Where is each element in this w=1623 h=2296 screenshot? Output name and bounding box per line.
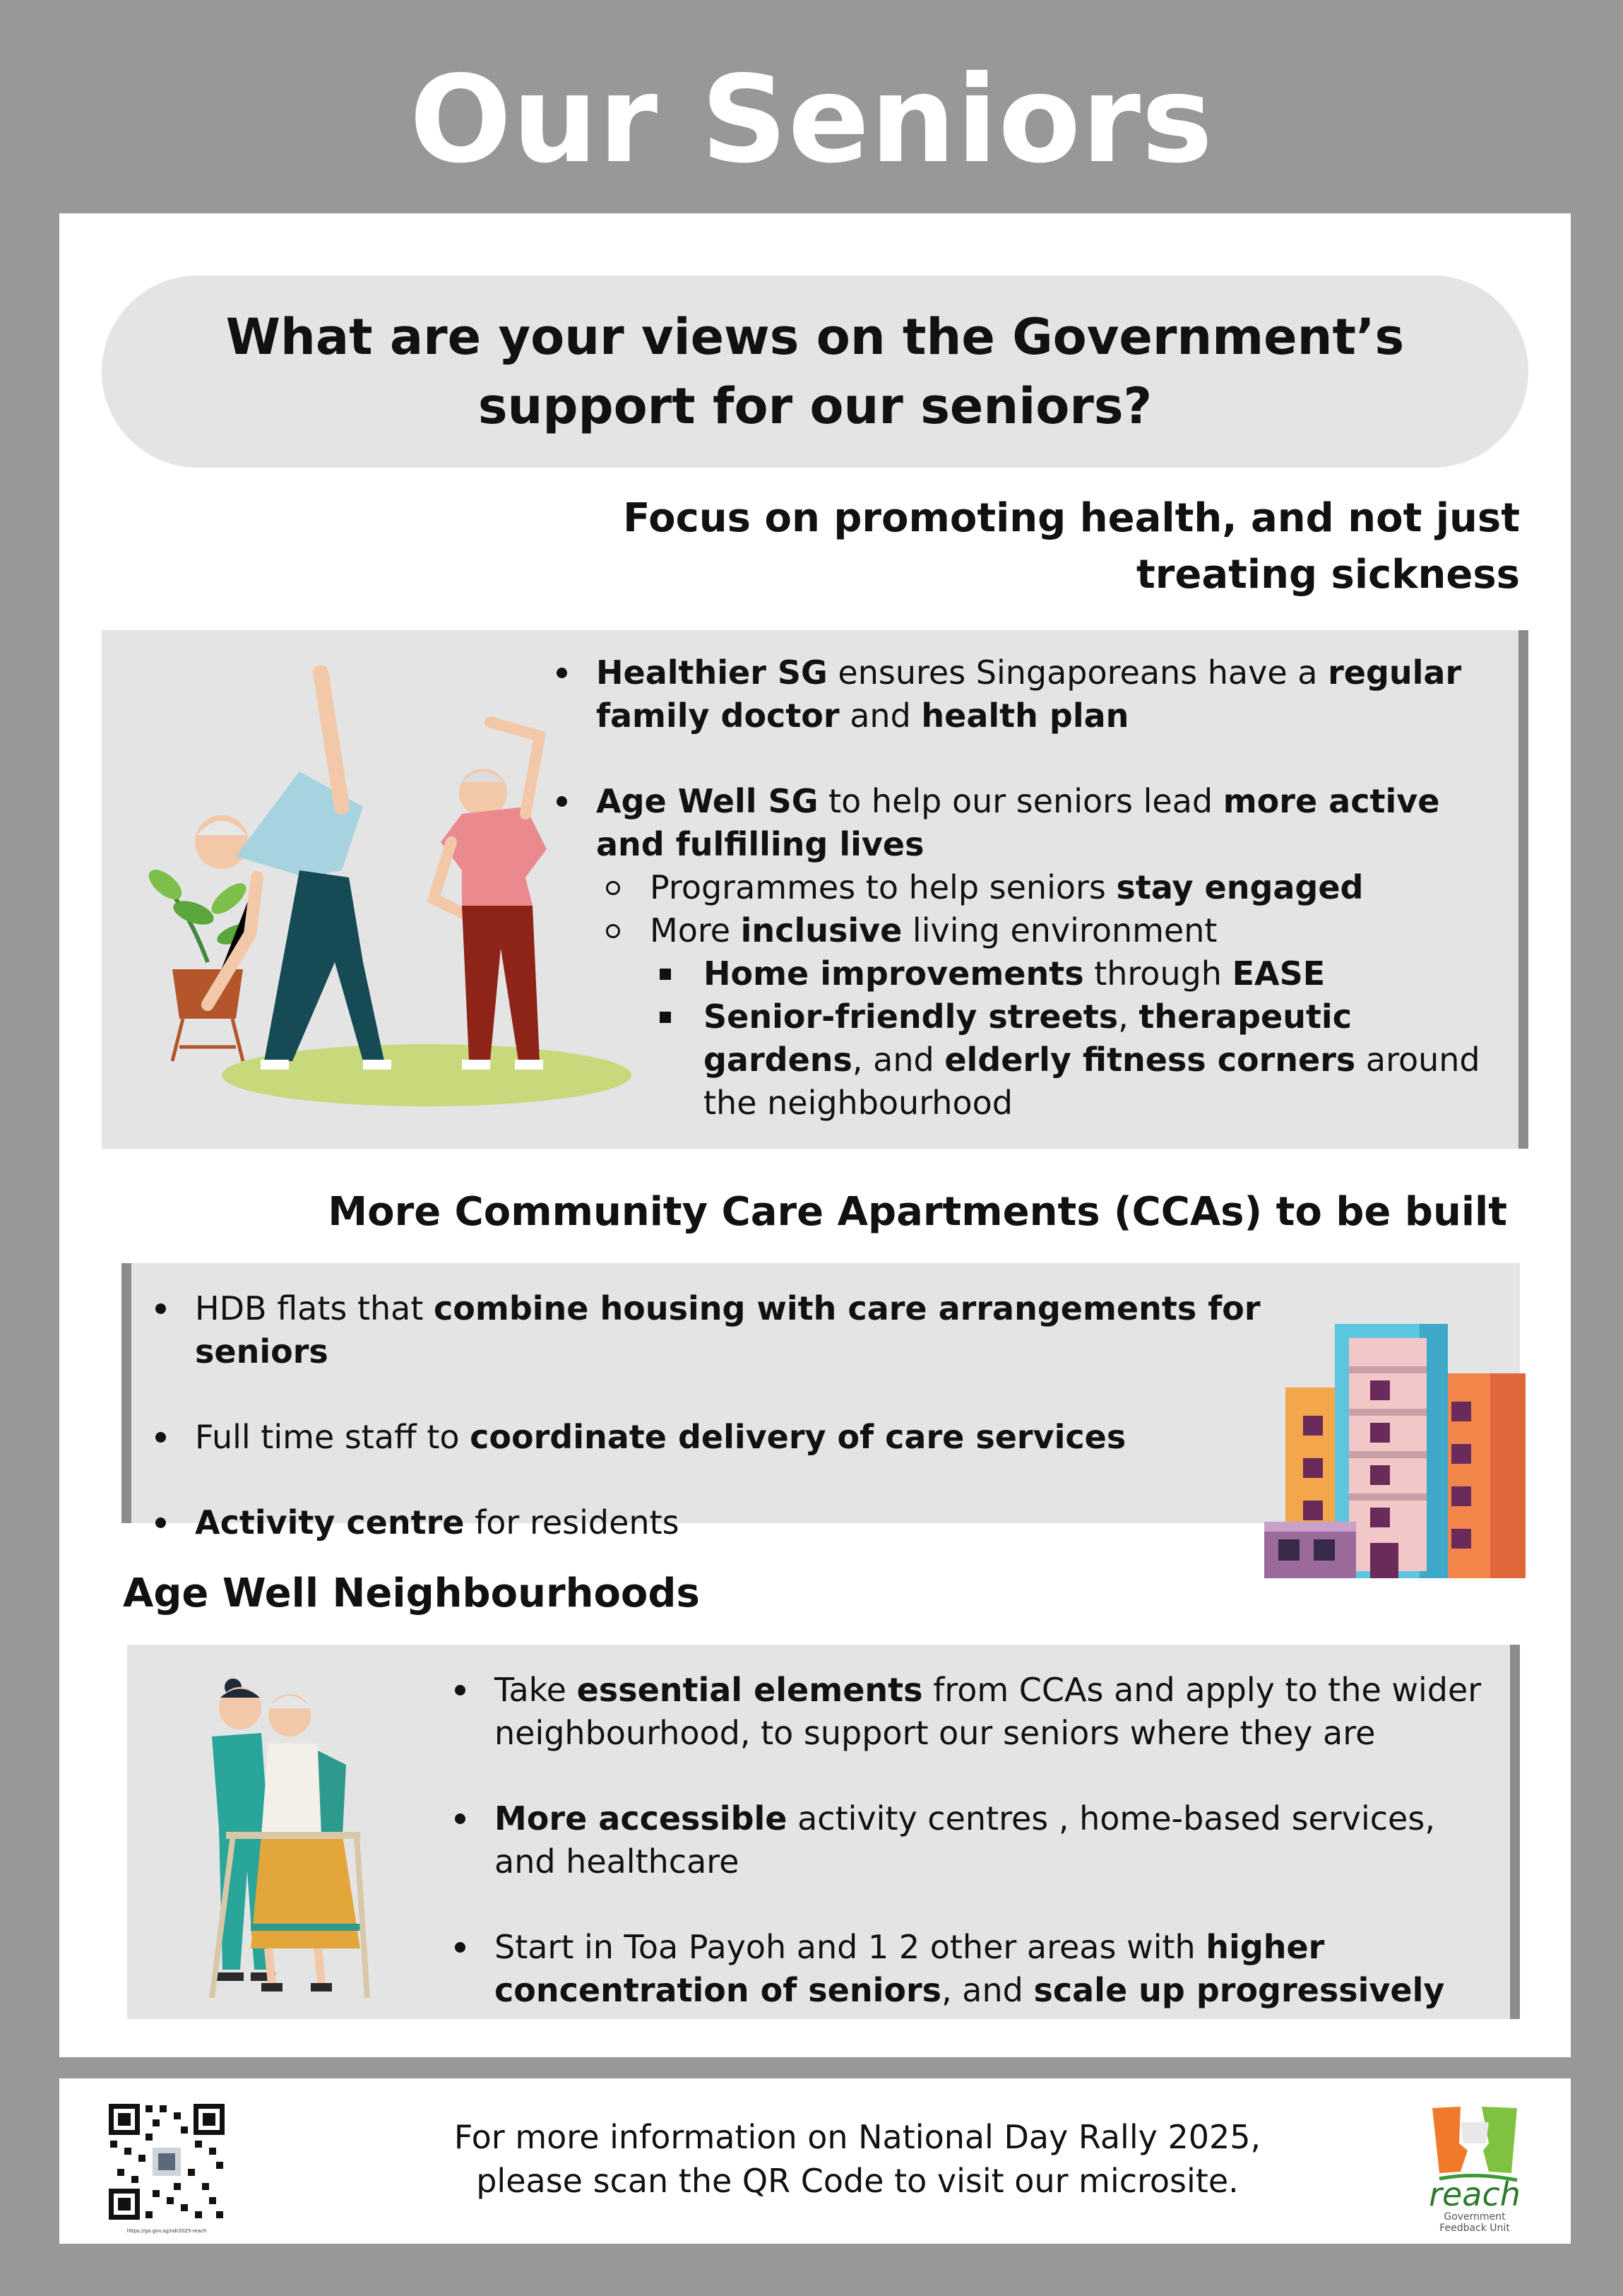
svg-text:reach: reach xyxy=(1429,2175,1521,2213)
cca-heading: More Community Care Apartments (CCAs) to be built xyxy=(328,1189,1507,1235)
content-panel xyxy=(59,213,1571,2057)
neighbourhoods-list xyxy=(452,1669,1483,2012)
page-title: Our Seniors xyxy=(409,50,1214,190)
list-item: More accessible activity centres , home-based services, and healthcare xyxy=(452,1797,1483,1883)
health-list xyxy=(554,651,1493,1125)
footer-info: For more information on National Day Rally 2025, please scan the QR Code to visit our microsite. xyxy=(453,2118,1261,2200)
svg-text:https://go.gov.sg/ndr2025-reac: https://go.gov.sg/ndr2025-reach xyxy=(126,2228,207,2234)
caregiver-and-senior-illustration xyxy=(184,1659,381,2005)
list-item: Activity centre for residents xyxy=(153,1501,1297,1544)
reach-logo xyxy=(1418,2094,1531,2235)
list-item: Programmes to help seniors stay engaged xyxy=(554,866,1493,909)
list-item: More inclusive living environment xyxy=(554,909,1493,952)
footer xyxy=(59,2078,1571,2244)
cca-list xyxy=(153,1287,1297,1544)
health-box xyxy=(102,630,1528,1149)
list-item: Take essential elements from CCAs and apply to the wider neighbourhood, to support our seniors where they are xyxy=(452,1669,1483,1755)
svg-text:Feedback Unit: Feedback Unit xyxy=(1439,2223,1510,2234)
list-item: Senior-friendly streets, therapeutic gardens, and elderly fitness corners around the neighbourhood xyxy=(554,995,1493,1125)
qr-code[interactable] xyxy=(106,2101,227,2235)
svg-text:Government: Government xyxy=(1444,2211,1506,2223)
neighbourhoods-box xyxy=(127,1645,1520,2019)
list-item: Healthier SG ensures Singaporeans have a regular family doctor and health plan xyxy=(554,651,1493,738)
list-item: Home improvements through EASE xyxy=(554,952,1493,995)
apartment-building-illustration xyxy=(1264,1324,1533,1578)
list-item: HDB flats that combine housing with care arrangements for seniors xyxy=(153,1287,1297,1373)
list-item: Full time staff to coordinate delivery of care services xyxy=(153,1416,1297,1459)
question-banner xyxy=(102,276,1528,468)
health-heading: Focus on promoting health, and not just treating sickness xyxy=(623,495,1520,598)
list-item: Start in Toa Payoh and 1 2 other areas with higher concentration of seniors, and scale up progressively xyxy=(452,1926,1483,2012)
question-text: What are your views on the Government’s support for our seniors? xyxy=(225,308,1405,435)
list-item: Age Well SG to help our seniors lead more active and fulfilling lives xyxy=(554,780,1493,866)
neighbourhoods-heading: Age Well Neighbourhoods xyxy=(123,1570,700,1616)
